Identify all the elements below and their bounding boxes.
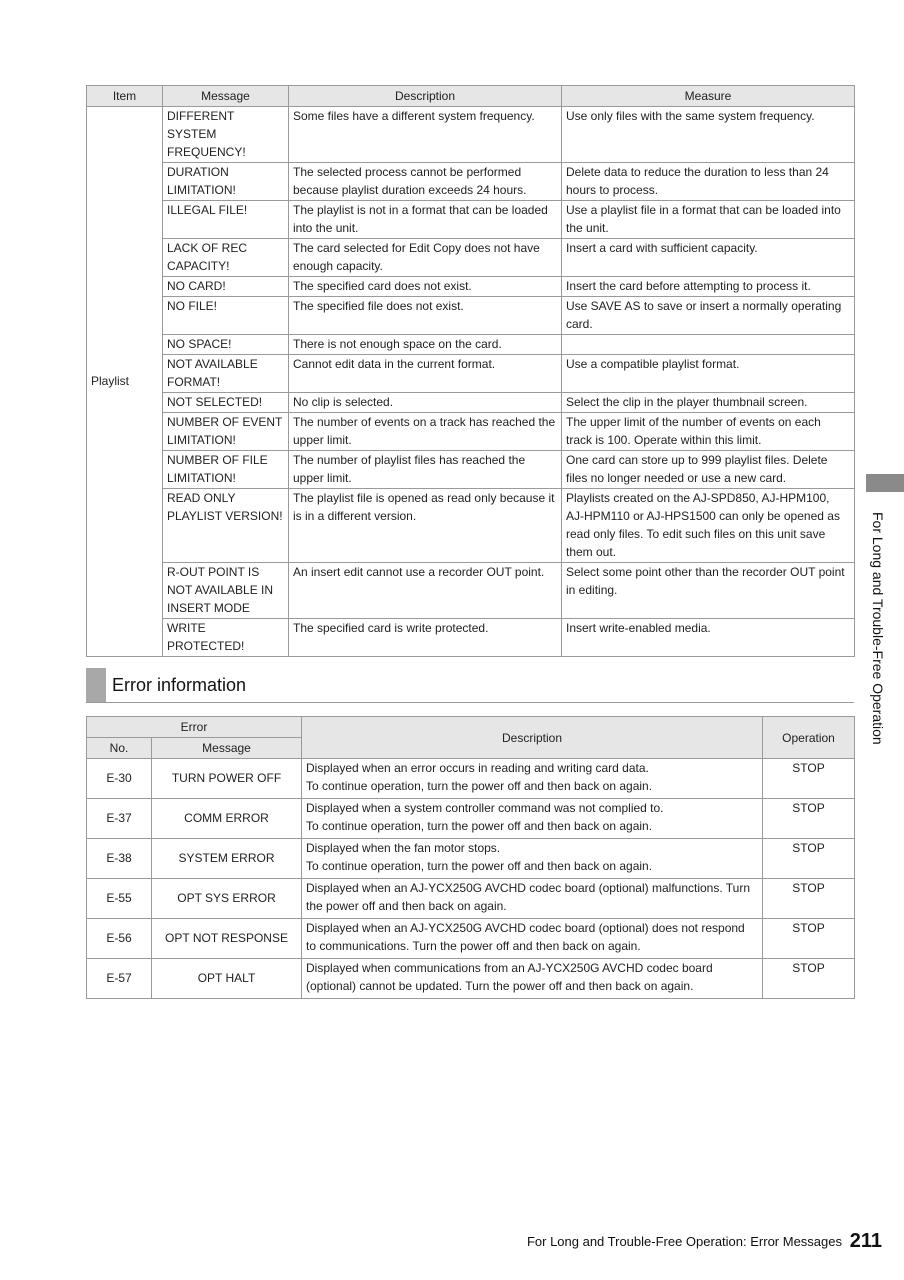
measure-cell: Insert the card before attempting to process it.	[562, 277, 855, 297]
header-message: Message	[163, 86, 289, 107]
table-row	[87, 335, 855, 355]
chapter-side-label: For Long and Trouble-Free Operation	[870, 512, 886, 745]
description-cell: The card selected for Edit Copy does not have enough capacity.	[289, 239, 562, 277]
description-cell: The playlist file is opened as read only because it is in a different version.	[289, 489, 562, 563]
error-message-cell: OPT NOT RESPONSE	[152, 919, 302, 959]
table-row	[87, 297, 855, 335]
measure-cell: Use a compatible playlist format.	[562, 355, 855, 393]
error-message-cell: OPT HALT	[152, 959, 302, 999]
table-row	[87, 879, 855, 919]
message-cell: READ ONLY PLAYLIST VERSION!	[163, 489, 289, 563]
table-row	[87, 355, 855, 393]
section-marker	[86, 668, 106, 702]
description-cell: The number of playlist files has reached the upper limit.	[289, 451, 562, 489]
description-cell: Some files have a different system frequency.	[289, 107, 562, 163]
message-cell: NO SPACE!	[163, 335, 289, 355]
description-cell: The specified file does not exist.	[289, 297, 562, 335]
description-line: Displayed when the fan motor stops.	[306, 841, 501, 855]
description-cell: Cannot edit data in the current format.	[289, 355, 562, 393]
header-description: Description	[289, 86, 562, 107]
table-row	[87, 919, 855, 959]
table-row	[87, 413, 855, 451]
footer-chapter-title: For Long and Trouble-Free Operation: Error Messages	[526, 1234, 842, 1249]
description-cell: The playlist is not in a format that can be loaded into the unit.	[289, 201, 562, 239]
table-row	[87, 759, 855, 799]
description-line: Displayed when communications from an AJ-YCX250G AVCHD codec board (optional) cannot be updated. Turn the power off and then back on again.	[306, 961, 713, 993]
measure-cell: One card can store up to 999 playlist files. Delete files no longer needed or use a new card.	[562, 451, 855, 489]
description-line: Displayed when an AJ-YCX250G AVCHD codec board (optional) does not respond to communications. Turn the power off and then back on again.	[306, 921, 745, 953]
item-cell-playlist: Playlist	[87, 107, 163, 657]
message-cell: WRITE PROTECTED!	[163, 619, 289, 657]
error-no-cell: E-57	[87, 959, 152, 999]
table-row	[87, 163, 855, 201]
table-header-row	[87, 717, 855, 738]
message-cell: LACK OF REC CAPACITY!	[163, 239, 289, 277]
table-header-row	[87, 86, 855, 107]
description-line: Displayed when an error occurs in reading and writing card data.	[306, 761, 649, 775]
measure-cell: Select the clip in the player thumbnail screen.	[562, 393, 855, 413]
table-row	[87, 489, 855, 563]
playlist-error-table	[86, 85, 855, 657]
measure-cell	[562, 335, 855, 355]
table-row	[87, 959, 855, 999]
description-cell: There is not enough space on the card.	[289, 335, 562, 355]
header-message: Message	[152, 738, 302, 759]
measure-cell: Select some point other than the recorder OUT point in editing.	[562, 563, 855, 619]
error-operation-cell: STOP	[763, 919, 855, 959]
message-cell: NUMBER OF EVENT LIMITATION!	[163, 413, 289, 451]
measure-cell: Playlists created on the AJ-SPD850, AJ-HPM100, AJ-HPM110 or AJ-HPS1500 can only be opened as read only files. To edit such files on this unit save them out.	[562, 489, 855, 563]
table-row	[87, 799, 855, 839]
measure-cell: Use only files with the same system frequency.	[562, 107, 855, 163]
error-description-cell	[302, 759, 763, 799]
description-line: To continue operation, turn the power off and then back on again.	[306, 819, 653, 833]
table-row	[87, 619, 855, 657]
error-information-table	[86, 716, 855, 999]
measure-cell: Use a playlist file in a format that can be loaded into the unit.	[562, 201, 855, 239]
message-cell: DURATION LIMITATION!	[163, 163, 289, 201]
table-row	[87, 451, 855, 489]
description-line: Displayed when an AJ-YCX250G AVCHD codec board (optional) malfunctions. Turn the power off and then back on again.	[306, 881, 751, 913]
error-operation-cell: STOP	[763, 959, 855, 999]
table-row	[87, 393, 855, 413]
table-row	[87, 277, 855, 297]
error-operation-cell: STOP	[763, 759, 855, 799]
error-description-cell	[302, 919, 763, 959]
measure-cell: The upper limit of the number of events on each track is 100. Operate within this limit.	[562, 413, 855, 451]
error-message-cell: SYSTEM ERROR	[152, 839, 302, 879]
description-cell: The number of events on a track has reached the upper limit.	[289, 413, 562, 451]
message-cell: NO FILE!	[163, 297, 289, 335]
error-no-cell: E-30	[87, 759, 152, 799]
message-cell: ILLEGAL FILE!	[163, 201, 289, 239]
error-operation-cell: STOP	[763, 799, 855, 839]
description-cell: No clip is selected.	[289, 393, 562, 413]
description-cell: The specified card does not exist.	[289, 277, 562, 297]
description-cell: The selected process cannot be performed because playlist duration exceeds 24 hours.	[289, 163, 562, 201]
table-row	[87, 201, 855, 239]
section-heading	[86, 668, 854, 703]
description-cell: An insert edit cannot use a recorder OUT point.	[289, 563, 562, 619]
header-operation: Operation	[763, 717, 855, 759]
error-message-cell: TURN POWER OFF	[152, 759, 302, 799]
measure-cell: Insert a card with sufficient capacity.	[562, 239, 855, 277]
error-description-cell	[302, 839, 763, 879]
measure-cell: Insert write-enabled media.	[562, 619, 855, 657]
chapter-tab-marker	[866, 474, 904, 492]
error-no-cell: E-56	[87, 919, 152, 959]
message-cell: NOT AVAILABLE FORMAT!	[163, 355, 289, 393]
header-measure: Measure	[562, 86, 855, 107]
table-row	[87, 107, 855, 163]
error-no-cell: E-37	[87, 799, 152, 839]
table-row	[87, 563, 855, 619]
measure-cell: Delete data to reduce the duration to less than 24 hours to process.	[562, 163, 855, 201]
error-description-cell	[302, 879, 763, 919]
error-operation-cell: STOP	[763, 879, 855, 919]
description-line: To continue operation, turn the power off and then back on again.	[306, 859, 653, 873]
description-cell: The specified card is write protected.	[289, 619, 562, 657]
message-cell: NUMBER OF FILE LIMITATION!	[163, 451, 289, 489]
error-description-cell	[302, 959, 763, 999]
description-line: Displayed when a system controller command was not complied to.	[306, 801, 664, 815]
measure-cell: Use SAVE AS to save or insert a normally operating card.	[562, 297, 855, 335]
table-row	[87, 239, 855, 277]
header-description: Description	[302, 717, 763, 759]
header-error: Error	[87, 717, 302, 738]
header-no: No.	[87, 738, 152, 759]
error-no-cell: E-38	[87, 839, 152, 879]
message-cell: NOT SELECTED!	[163, 393, 289, 413]
error-operation-cell: STOP	[763, 839, 855, 879]
table-row	[87, 839, 855, 879]
description-line: To continue operation, turn the power off and then back on again.	[306, 779, 653, 793]
section-title: Error information	[112, 675, 247, 695]
message-cell: R-OUT POINT IS NOT AVAILABLE IN INSERT MODE	[163, 563, 289, 619]
message-cell: DIFFERENT SYSTEM FREQUENCY!	[163, 107, 289, 163]
error-description-cell	[302, 799, 763, 839]
header-item: Item	[87, 86, 163, 107]
error-message-cell: COMM ERROR	[152, 799, 302, 839]
message-cell: NO CARD!	[163, 277, 289, 297]
error-message-cell: OPT SYS ERROR	[152, 879, 302, 919]
error-no-cell: E-55	[87, 879, 152, 919]
page-number: 211	[849, 1230, 882, 1252]
